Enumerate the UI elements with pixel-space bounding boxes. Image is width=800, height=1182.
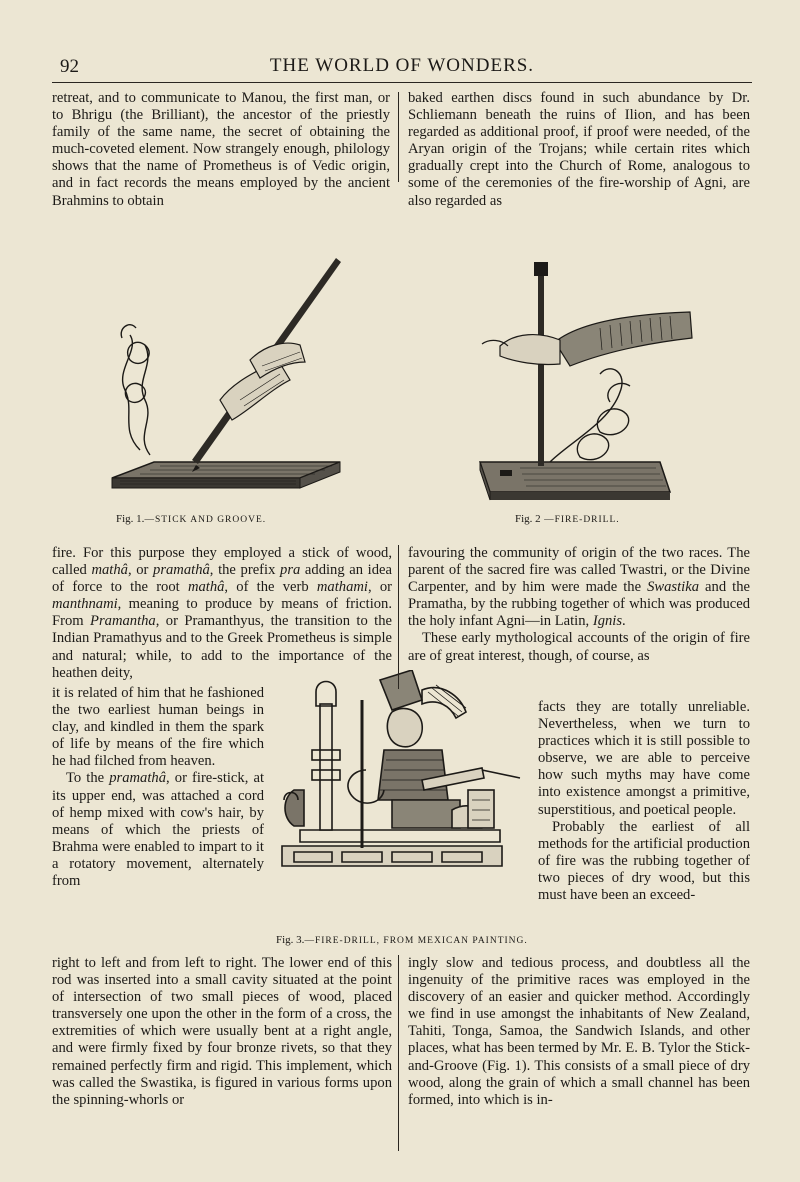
italic-term: mathami	[316, 579, 368, 596]
italic-term: pramathâ	[109, 770, 167, 787]
italic-term: mathâ	[91, 562, 128, 579]
column-divider	[398, 955, 399, 1151]
figure-number: Fig. 2	[515, 513, 541, 525]
right-column-narrow	[538, 699, 750, 904]
italic-term: manthnami	[52, 596, 118, 613]
figure-number: Fig. 3.	[276, 934, 305, 946]
figure-stick-and-groove	[100, 250, 350, 500]
figure-3-caption	[276, 934, 528, 946]
italic-term: mathâ	[187, 579, 225, 596]
figure-label: —STICK AND GROOVE.	[144, 515, 267, 525]
paragraph: right to left and from left to right. The lower end of this rod was inserted into a small cavity situated at the point of intersection of two small pieces of wood, placed transversely one upon the other in the form of a cross, the extremities of which were usually bent at a right angle, and were firmly fixed by four bronze rivets, so that they remained perfectly firm and rigid. This implement, which was called the Swastika, is figured in various forms upon the spinning-whorls or	[52, 955, 392, 1108]
italic-term: Swastika	[647, 579, 699, 596]
italic-term: Ignis	[592, 613, 623, 630]
paragraph: favouring the community of origin of the two races. The parent of the sacred fire was called Twastri, or the Divine Carpenter, and by him were made the Swastika and the Pramatha, by the rubbing together of which was produced the holy infant Agni—in Latin, Ignis.	[408, 545, 750, 630]
figure-label: —FIRE-DRILL, FROM MEXICAN PAINTING.	[304, 936, 528, 946]
right-column-upper	[408, 545, 750, 665]
mexican-painting-illustration	[272, 670, 534, 940]
top-left-column	[52, 90, 390, 210]
paragraph: facts they are totally unreliable. Nevertheless, when we turn to practices which it is still possible to observe, we are able to perceive how such myths may have come into existence amongst a primitive, superstitious, and poetical people.	[538, 699, 750, 818]
fire-drill-illustration	[460, 262, 700, 507]
right-column-lower	[408, 955, 750, 1109]
figure-2-caption	[515, 513, 620, 525]
italic-term: pra	[280, 562, 301, 579]
page-header	[52, 52, 752, 83]
figure-fire-drill	[460, 262, 700, 507]
paragraph: ingly slow and tedious process, and doubtless all the ingenuity of the primitive races was employed in the discovery of an easier and quicker method. Accordingly we find in use amongst the inhabitants of New Zealand, Tahiti, Tonga, Samoa, the Sandwich Islands, and other places, what has been termed by Mr. E. B. Tylor the Stick-and-Groove (Fig. 1). This consists of a small piece of dry wood, along the grain of which a small channel has been formed, into which is in-	[408, 955, 750, 1108]
figure-1-caption	[116, 513, 266, 525]
left-column-upper	[52, 545, 392, 682]
italic-term: pramathâ	[153, 562, 210, 579]
column-divider	[398, 545, 399, 689]
paragraph: it is related of him that he fashioned the two earliest human beings in clay, and kindled in them the spark of life by means of the fire which he had filched from heaven.	[52, 685, 264, 770]
figure-number: Fig. 1.	[116, 513, 145, 525]
figure-mexican-painting	[272, 670, 534, 940]
paragraph: These early mythological accounts of the origin of fire are of great interest, though, of course, as	[408, 630, 750, 664]
paragraph: Probably the earliest of all methods for the artificial production of fire was the rubbing together of two pieces of dry wood, but this must have been an exceed-	[538, 818, 750, 904]
left-column-lower	[52, 955, 392, 1109]
left-column-narrow	[52, 685, 264, 890]
stick-and-groove-illustration	[100, 250, 350, 500]
page-number: 92	[60, 56, 79, 77]
italic-term: Pramantha	[90, 613, 156, 630]
paragraph: fire. For this purpose they employed a stick of wood, called mathâ, or pramathâ, the prefix pra adding an idea of force to the root mathâ, of the verb mathami, or manthnami, meaning to produce by means of friction. From Pramantha, or Pramanthyus, the transition to the Indian Pramathyus and to the Greek Prometheus is simple and natural; while, to add to the importance of the heathen deity,	[52, 545, 392, 681]
figure-label: —FIRE-DRILL.	[544, 515, 620, 525]
paragraph: To the pramathâ, or fire-stick, at its upper end, was attached a cord of hemp mixed with cow's hair, by means of which the priests of Brahma were enabled to impart to it a rotatory movement, alternately from	[52, 770, 264, 890]
paragraph: baked earthen discs found in such abundance by Dr. Schliemann beneath the ruins of Ilion, and has been regarded as additional proof, if proof were needed, of the Aryan origin of the Trojans; while certain rites which gradually crept into the Church of Rome, analogous to some of the ceremonies of the fire-worship of Agni, are also regarded as	[408, 90, 750, 209]
column-divider	[398, 92, 399, 182]
running-head: THE WORLD OF WONDERS.	[269, 55, 535, 76]
paragraph: retreat, and to communicate to Manou, the first man, or to Bhrigu (the Brilliant), the ancestor of the priestly family of the same name, the secret of obtaining the much-coveted element. Now strangely enough, philology shows that the name of Prometheus is of Vedic origin, and in fact records the means employed by the ancient Brahmins to obtain	[52, 90, 390, 209]
top-right-column	[408, 90, 750, 210]
